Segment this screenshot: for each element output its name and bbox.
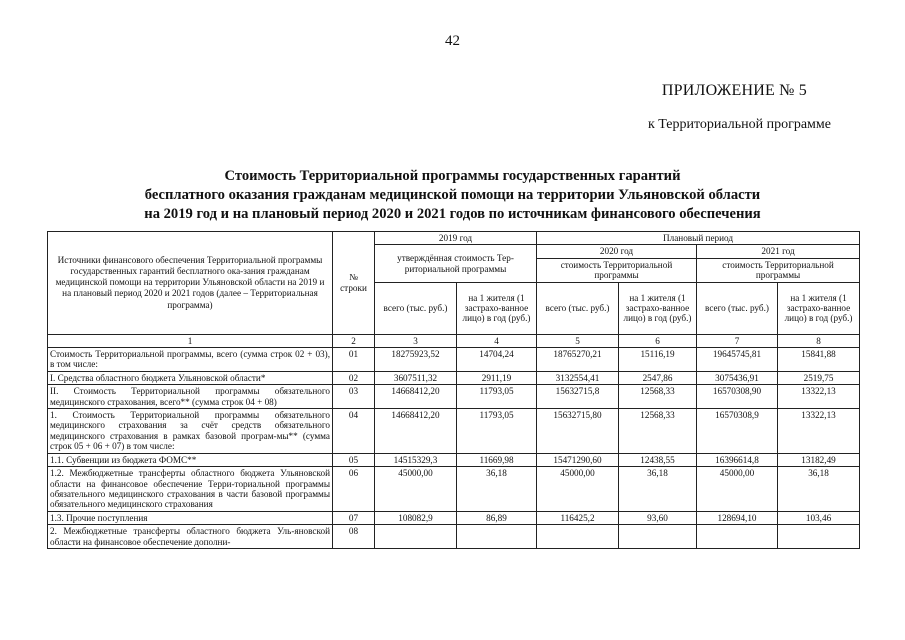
row-2020-per-capita: 15116,19 — [619, 348, 697, 372]
page-number: 42 — [445, 33, 460, 49]
row-2020-per-capita: 12568,33 — [619, 409, 697, 454]
table-row — [48, 385, 860, 409]
row-2021-total — [697, 525, 778, 549]
row-2019-per-capita: 2911,19 — [457, 371, 537, 384]
row-2021-per-capita — [778, 525, 860, 549]
column-number: 7 — [697, 334, 778, 347]
header-year-2021: 2021 год — [697, 245, 860, 258]
row-2020-per-capita: 93,60 — [619, 511, 697, 524]
row-2019-total: 108082,9 — [375, 511, 457, 524]
row-2021-total: 16396614,8 — [697, 453, 778, 466]
row-2020-total: 3132554,41 — [537, 371, 619, 384]
row-2020-per-capita — [619, 525, 697, 549]
row-2020-total: 15471290,60 — [537, 453, 619, 466]
row-2019-per-capita: 36,18 — [457, 467, 537, 512]
row-source: II. Стоимость Территориальной программы обязательного медицинского страхования, всего** (сумма строк 04 + 08) — [48, 385, 333, 409]
title-line-3: на 2019 год и на плановый период 2020 и 2021 годов по источникам финансового обеспечения — [144, 206, 761, 222]
row-2021-total: 19645745,81 — [697, 348, 778, 372]
row-line-no: 06 — [333, 467, 375, 512]
column-number: 5 — [537, 334, 619, 347]
header-per-capita-2021: на 1 жителя (1 застрахо-ванное лицо) в год (руб.) — [778, 282, 860, 334]
row-line-no: 05 — [333, 453, 375, 466]
table-row — [48, 467, 860, 512]
row-2020-per-capita: 12438,55 — [619, 453, 697, 466]
row-source: Стоимость Территориальной программы, всего (сумма строк 02 + 03), в том числе: — [48, 348, 333, 372]
column-number: 8 — [778, 334, 860, 347]
table-row — [48, 453, 860, 466]
row-2020-per-capita: 36,18 — [619, 467, 697, 512]
column-number: 6 — [619, 334, 697, 347]
row-2020-per-capita: 2547,86 — [619, 371, 697, 384]
row-source: 1.2. Межбюджетные трансферты областного бюджета Ульяновской области на финансовое обеспечение Терри-ториальной программы обязательного медицинского страхования в части базовой программы обязательного медицинского страхования — [48, 467, 333, 512]
column-number: 3 — [375, 334, 457, 347]
row-2019-total: 3607511,32 — [375, 371, 457, 384]
row-source: 1.3. Прочие поступления — [48, 511, 333, 524]
header-total-2021: всего (тыс. руб.) — [697, 282, 778, 334]
row-2019-per-capita: 11669,98 — [457, 453, 537, 466]
table-row — [48, 348, 860, 372]
title-line-1: Стоимость Территориальной программы государственных гарантий — [224, 168, 681, 184]
column-number: 2 — [333, 334, 375, 347]
row-source: I. Средства областного бюджета Ульяновской области* — [48, 371, 333, 384]
row-2020-total: 116425,2 — [537, 511, 619, 524]
header-total-2020: всего (тыс. руб.) — [537, 282, 619, 334]
row-line-no: 04 — [333, 409, 375, 454]
row-2021-per-capita: 15841,88 — [778, 348, 860, 372]
row-2019-total — [375, 525, 457, 549]
row-line-no: 07 — [333, 511, 375, 524]
row-2020-total — [537, 525, 619, 549]
row-2019-per-capita: 86,89 — [457, 511, 537, 524]
header-cost-2020: стоимость Территориальной программы — [537, 258, 697, 282]
row-2021-per-capita: 13322,13 — [778, 409, 860, 454]
row-source: 1.1. Субвенции из бюджета ФОМС** — [48, 453, 333, 466]
row-2021-total: 128694,10 — [697, 511, 778, 524]
header-year-2020: 2020 год — [537, 245, 697, 258]
row-2020-total: 15632715,8 — [537, 385, 619, 409]
table-row — [48, 525, 860, 549]
row-2021-per-capita: 103,46 — [778, 511, 860, 524]
row-2019-per-capita — [457, 525, 537, 549]
row-2019-per-capita: 14704,24 — [457, 348, 537, 372]
row-2021-total: 16570308,90 — [697, 385, 778, 409]
table-header — [48, 232, 860, 348]
row-2019-per-capita: 11793,05 — [457, 385, 537, 409]
header-per-capita-2019: на 1 жителя (1 застрахо-ванное лицо) в год (руб.) — [457, 282, 537, 334]
title-line-2: бесплатного оказания гражданам медицинской помощи на территории Ульяновской области — [144, 187, 761, 203]
row-2021-per-capita: 13182,49 — [778, 453, 860, 466]
document-title — [0, 167, 905, 224]
row-2021-total: 3075436,91 — [697, 371, 778, 384]
row-2021-per-capita: 2519,75 — [778, 371, 860, 384]
header-approved-cost: утверждённая стоимость Тер-риториальной программы — [375, 245, 537, 282]
column-number: 1 — [48, 334, 333, 347]
row-line-no: 02 — [333, 371, 375, 384]
row-source: 1. Стоимость Территориальной программы обязательного медицинского страхования за счёт средств обязательного медицинского страхования в рамках базовой програм-мы** (сумма строк 05 + 06 + 07) в том числе: — [48, 409, 333, 454]
table-row — [48, 409, 860, 454]
header-planned-period: Плановый период — [537, 232, 860, 245]
header-total-2019: всего (тыс. руб.) — [375, 282, 457, 334]
row-line-no: 08 — [333, 525, 375, 549]
header-per-capita-2020: на 1 жителя (1 застрахо-ванное лицо) в год (руб.) — [619, 282, 697, 334]
appendix-title: ПРИЛОЖЕНИЕ № 5 — [661, 82, 807, 99]
column-number-row — [48, 334, 860, 347]
row-2019-per-capita: 11793,05 — [457, 409, 537, 454]
row-2020-per-capita: 12568,33 — [619, 385, 697, 409]
header-year-2019: 2019 год — [375, 232, 537, 245]
header-sources: Источники финансового обеспечения Территориальной программы государственных гарантий бесплатного ока-зания гражданам медицинской помощи на территории Ульяновской области на 2019 и на плановый период 2020 и 2021 годов (далее – Территориальная программа) — [48, 232, 333, 335]
table-body — [48, 348, 860, 549]
row-line-no: 03 — [333, 385, 375, 409]
row-2021-per-capita: 36,18 — [778, 467, 860, 512]
row-2021-total: 16570308,9 — [697, 409, 778, 454]
financing-table — [47, 231, 860, 549]
row-line-no: 01 — [333, 348, 375, 372]
table-row — [48, 511, 860, 524]
row-2019-total: 14668412,20 — [375, 385, 457, 409]
row-2021-total: 45000,00 — [697, 467, 778, 512]
row-2019-total: 18275923,52 — [375, 348, 457, 372]
row-2020-total: 15632715,80 — [537, 409, 619, 454]
row-2019-total: 45000,00 — [375, 467, 457, 512]
header-cost-2021: стоимость Территориальной программы — [697, 258, 860, 282]
table-row — [48, 371, 860, 384]
appendix-subtitle: к Территориальной программе — [647, 117, 831, 132]
row-2019-total: 14515329,3 — [375, 453, 457, 466]
column-number: 4 — [457, 334, 537, 347]
row-2021-per-capita: 13322,13 — [778, 385, 860, 409]
row-2019-total: 14668412,20 — [375, 409, 457, 454]
row-2020-total: 45000,00 — [537, 467, 619, 512]
row-2020-total: 18765270,21 — [537, 348, 619, 372]
row-source: 2. Межбюджетные трансферты областного бюджета Уль-яновской области на финансовое обеспечение дополни- — [48, 525, 333, 549]
header-line-no: № строки — [333, 232, 375, 335]
